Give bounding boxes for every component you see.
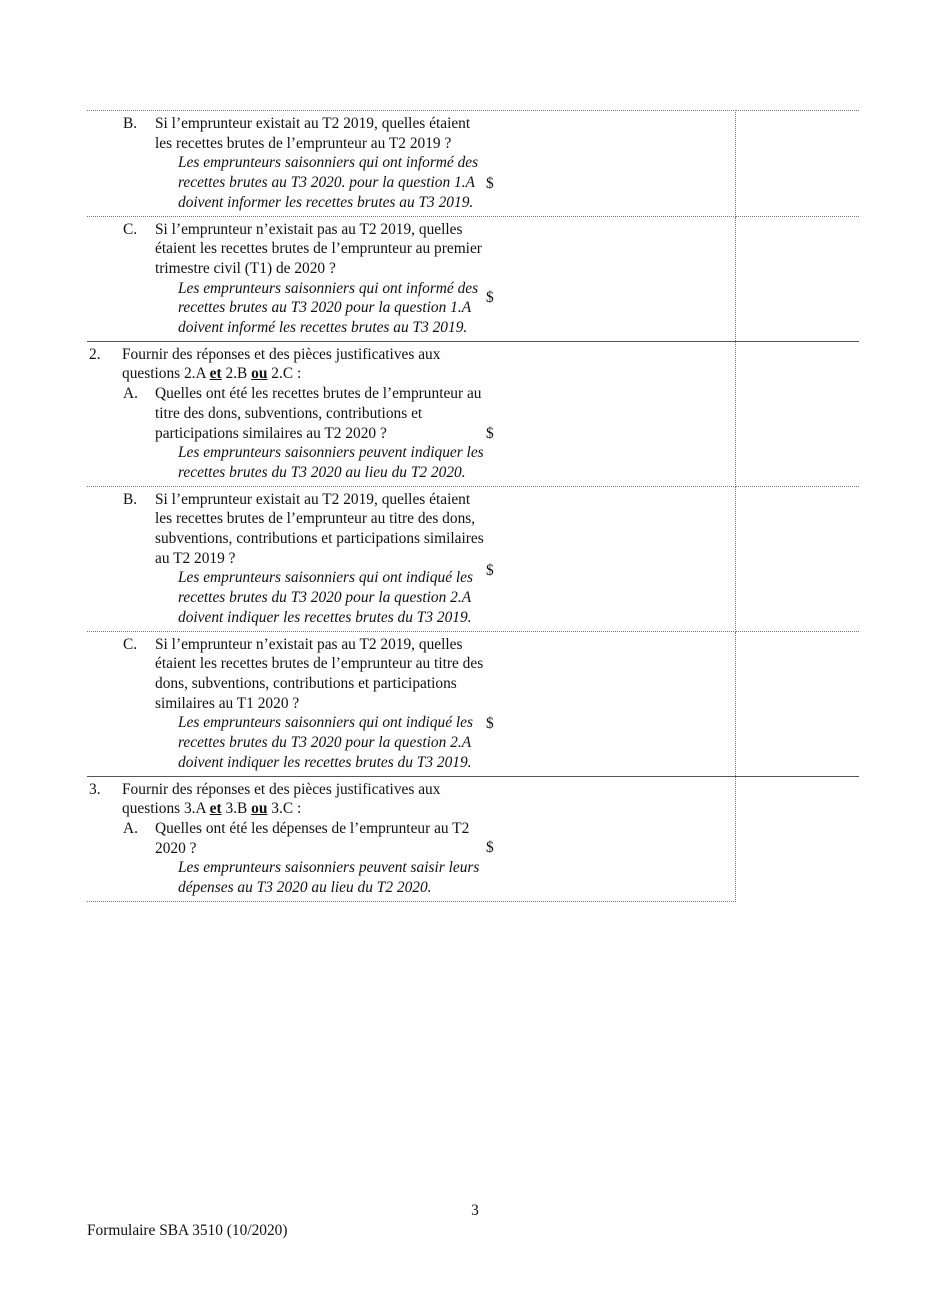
question-note: Les emprunteurs saisonniers qui ont informé des recettes brutes au T3 2020 pour la question 1.A doivent informé les recettes brutes au T3 2019.	[178, 279, 479, 337]
question-text: Si l’emprunteur n’existait pas au T2 2019, quelles étaient les recettes brutes de l’emprunteur au premier trimestre civil (T1) de 2020 ?	[155, 220, 482, 277]
item-letter: B.	[123, 115, 138, 132]
question-note: Les emprunteurs saisonniers qui ont indiqué les recettes brutes du T3 2020 pour la question 2.A doivent indiquer les recettes brutes du T3 2019.	[178, 714, 473, 771]
question-text: Quelles ont été les recettes brutes de l’emprunteur au titre des dons, subventions, contributions et participations similaires au T2 2020 ?	[155, 385, 482, 442]
question-lead: Fournir des réponses et des pièces justificatives aux questions 3.A et 3.B ou 3.C :	[122, 780, 441, 818]
item-letter: A.	[123, 385, 138, 403]
question-cell	[87, 486, 736, 631]
question-lead: Fournir des réponses et des pièces justificatives aux questions 2.A et 2.B ou 2.C :	[122, 345, 441, 383]
answer-field[interactable]	[736, 486, 860, 631]
page-number: 3	[471, 1202, 479, 1219]
question-cell	[87, 631, 736, 776]
question-note: Les emprunteurs saisonniers peuvent saisir leurs dépenses au T3 2020 au lieu du T2 2020.	[178, 859, 480, 897]
row-question-1c	[87, 216, 859, 341]
question-text: Quelles ont été les dépenses de l’emprunteur au T2 2020 ?	[155, 819, 470, 857]
answer-field[interactable]	[736, 341, 860, 486]
question-cell	[87, 341, 736, 486]
row-question-1b	[87, 111, 859, 217]
dollar-sign: $	[486, 561, 494, 579]
dollar-sign: $	[486, 175, 494, 192]
question-note: Les emprunteurs saisonniers qui ont indiqué les recettes brutes du T3 2020 pour la question 2.A doivent indiquer les recettes brutes du T3 2019.	[178, 569, 473, 626]
questions-table	[87, 110, 859, 902]
question-text: Si l’emprunteur existait au T2 2019, quelles étaient les recettes brutes de l’emprunteur au T2 2019 ?	[155, 115, 471, 152]
row-question-3a	[87, 776, 859, 901]
question-text: Si l’emprunteur n’existait pas au T2 2019, quelles étaient les recettes brutes de l’emprunteur au titre des dons, subventions, contributions et participations similaires au T1 2020 ?	[155, 635, 484, 712]
question-cell	[87, 111, 736, 217]
row-question-2a	[87, 341, 859, 486]
question-note: Les emprunteurs saisonniers peuvent indiquer les recettes brutes du T3 2020 au lieu du T2 2020.	[178, 444, 484, 481]
row-question-2b	[87, 486, 859, 631]
dollar-sign: $	[486, 838, 494, 856]
dollar-sign: $	[486, 288, 494, 306]
form-footer: Formulaire SBA 3510 (10/2020)	[87, 1222, 288, 1239]
answer-field[interactable]	[736, 216, 860, 341]
question-number: 2.	[89, 345, 101, 363]
item-letter: C.	[123, 635, 138, 653]
answer-field[interactable]	[736, 776, 860, 901]
question-cell	[87, 216, 736, 341]
row-question-2c	[87, 631, 859, 776]
item-letter: A.	[123, 819, 138, 837]
question-note: Les emprunteurs saisonniers qui ont informé des recettes brutes au T3 2020. pour la question 1.A doivent informer les recettes brutes au T3 2019.	[178, 154, 479, 211]
question-cell	[87, 776, 736, 901]
item-letter: B.	[123, 490, 138, 508]
dollar-sign: $	[486, 714, 494, 732]
item-letter: C.	[123, 220, 138, 238]
answer-field[interactable]	[736, 111, 860, 217]
question-number: 3.	[89, 780, 101, 798]
dollar-sign: $	[486, 424, 494, 442]
answer-field[interactable]	[736, 631, 860, 776]
question-text: Si l’emprunteur existait au T2 2019, quelles étaient les recettes brutes de l’emprunteur au titre des dons, subventions, contributions et participations similaires au T2 2019 ?	[155, 490, 484, 567]
